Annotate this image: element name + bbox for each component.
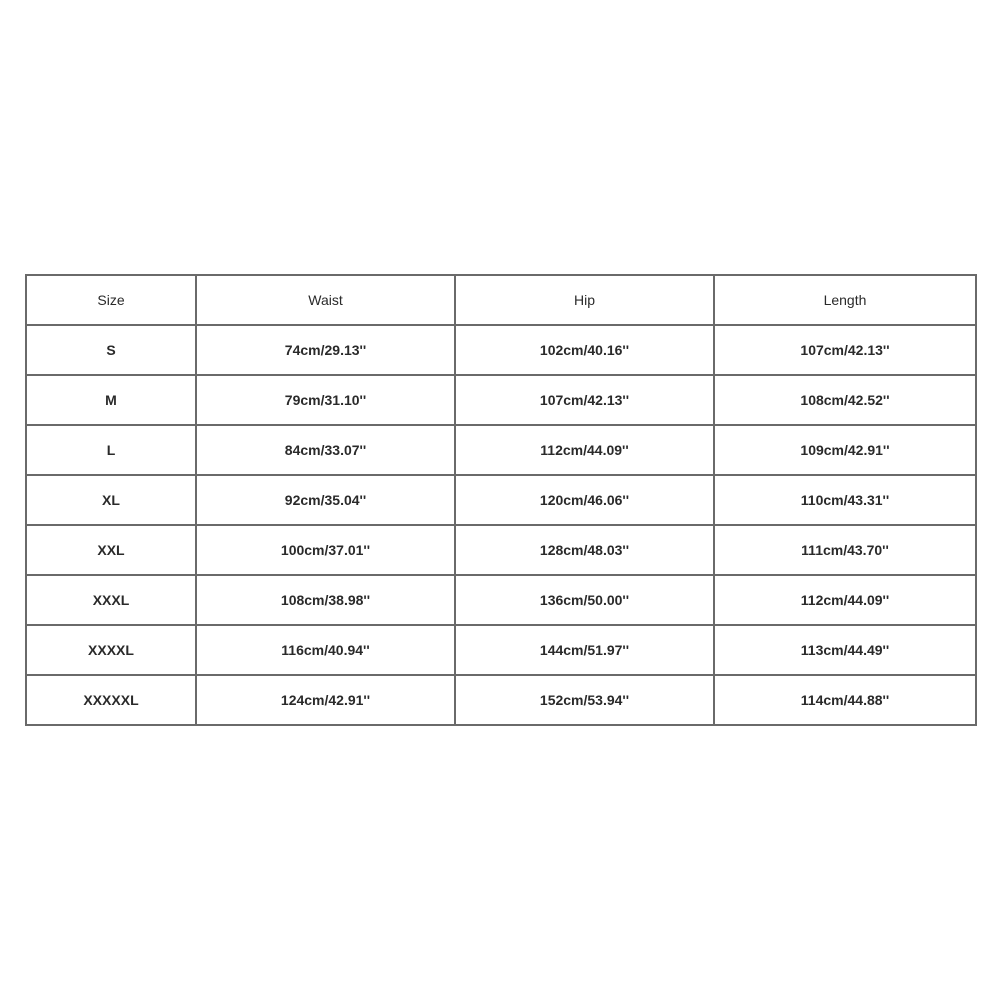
header-waist: Waist (196, 275, 455, 325)
waist-cell: 100cm/37.01'' (196, 525, 455, 575)
hip-cell: 120cm/46.06'' (455, 475, 714, 525)
waist-cell: 84cm/33.07'' (196, 425, 455, 475)
waist-cell: 92cm/35.04'' (196, 475, 455, 525)
header-hip: Hip (455, 275, 714, 325)
table-row (26, 375, 976, 425)
hip-cell: 102cm/40.16'' (455, 325, 714, 375)
length-cell: 110cm/43.31'' (714, 475, 976, 525)
hip-cell: 112cm/44.09'' (455, 425, 714, 475)
size-chart-table (25, 274, 977, 726)
hip-cell: 152cm/53.94'' (455, 675, 714, 725)
table-row (26, 625, 976, 675)
header-row (26, 275, 976, 325)
size-cell: XL (26, 475, 196, 525)
table-row (26, 525, 976, 575)
hip-cell: 128cm/48.03'' (455, 525, 714, 575)
table-row (26, 475, 976, 525)
hip-cell: 144cm/51.97'' (455, 625, 714, 675)
header-size: Size (26, 275, 196, 325)
length-cell: 109cm/42.91'' (714, 425, 976, 475)
waist-cell: 108cm/38.98'' (196, 575, 455, 625)
hip-cell: 107cm/42.13'' (455, 375, 714, 425)
length-cell: 112cm/44.09'' (714, 575, 976, 625)
size-cell: XXXXL (26, 625, 196, 675)
table-row (26, 425, 976, 475)
size-cell: M (26, 375, 196, 425)
table-row (26, 575, 976, 625)
length-cell: 111cm/43.70'' (714, 525, 976, 575)
table-row (26, 675, 976, 725)
length-cell: 107cm/42.13'' (714, 325, 976, 375)
hip-cell: 136cm/50.00'' (455, 575, 714, 625)
length-cell: 108cm/42.52'' (714, 375, 976, 425)
size-cell: L (26, 425, 196, 475)
waist-cell: 116cm/40.94'' (196, 625, 455, 675)
length-cell: 113cm/44.49'' (714, 625, 976, 675)
waist-cell: 124cm/42.91'' (196, 675, 455, 725)
size-cell: S (26, 325, 196, 375)
table-row (26, 325, 976, 375)
size-cell: XXXXXL (26, 675, 196, 725)
size-cell: XXL (26, 525, 196, 575)
header-length: Length (714, 275, 976, 325)
size-cell: XXXL (26, 575, 196, 625)
waist-cell: 74cm/29.13'' (196, 325, 455, 375)
waist-cell: 79cm/31.10'' (196, 375, 455, 425)
length-cell: 114cm/44.88'' (714, 675, 976, 725)
